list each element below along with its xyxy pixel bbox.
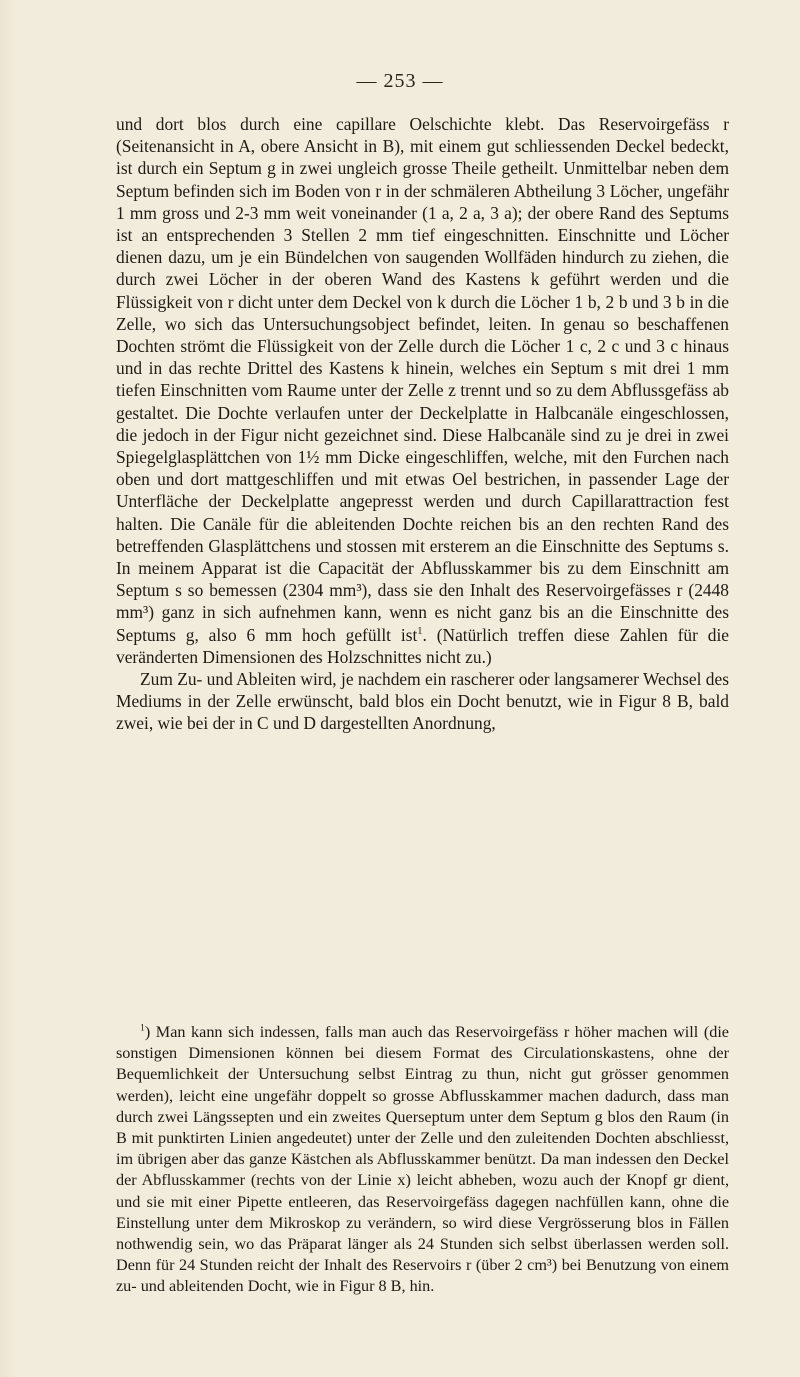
paragraph-2: Zum Zu- und Ableiten wird, je nachdem ein rascherer oder langsamerer Wechsel des Mediums in der Zelle erwünscht, bald blos ein Docht benutzt, wie in Figur 8 B, bald zwei, wie bei der in C und D dargestellten Anordnung, (116, 669, 729, 734)
main-text (116, 113, 729, 735)
footnote (116, 1022, 729, 1298)
page-number-header: — 253 — (356, 70, 444, 92)
paragraph-1-tail: . (Natürlich treffen diese Zahlen für die veränderten Dimensionen des Holzschnittes nicht zu.) (116, 624, 729, 667)
footnote-reference: 1 (417, 625, 423, 637)
paragraph-1 (116, 113, 729, 668)
footnote-mark: 1 (140, 1022, 145, 1034)
paragraph-1-text: und dort blos durch eine capillare Oelschichte klebt. Das Reservoirgefäss r (Seitenansicht in A, obere Ansicht in B), mit einem gut schliessenden Deckel bedeckt, ist durch ein Septum g in zwei ungleich grosse Theile getheilt. Unmittelbar neben dem Septum befinden sich im Boden von r in der schmäleren Abtheilung 3 Löcher, ungefähr 1 mm gross und 2-3 mm weit voneinander (1 a, 2 a, 3 a); der obere Rand des Septums ist an entsprechenden 3 Stellen 2 mm tief eingeschnitten. Einschnitte und Löcher dienen dazu, um je ein Bündelchen von saugenden Wollfäden hindurch zu ziehen, die durch zwei Löcher in der oberen Wand des Kastens k geführt werden und die Flüssigkeit von r dicht unter dem Deckel von k durch die Löcher 1 b, 2 b und 3 b in die Zelle, wo sich das Untersuchungsobject befindet, leiten. In genau so beschaffenen Dochten strömt die Flüssigkeit von der Zelle durch die Löcher 1 c, 2 c und 3 c hinaus und in das rechte Drittel des Kastens k hinein, welches ein Septum s mit drei 1 mm tiefen Einschnitten vom Raume unter der Zelle z trennt und so zu dem Abflussgefäss ab gestaltet. Die Dochte verlaufen unter der Deckelplatte in Halbcanäle eingeschlossen, die jedoch in der Figur nicht gezeichnet sind. Diese Halbcanäle sind zu je drei in zwei Spiegelglasplättchen von 1½ mm Dicke eingeschliffen, welche, mit den Furchen nach oben und dort mattgeschliffen und mit etwas Oel bestrichen, in passender Lage der Unterfläche der Deckelplatte angepresst werden und durch Capillarattraction fest halten. Die Canäle für die ableitenden Dochte reichen bis an den rechten Rand des betreffenden Glasplättchens und stossen mit ersterem an die Einschnitte des Septums s. In meinem Apparat ist die Capacität der Abflusskammer bis zu dem Einschnitt am Septum s so bemessen (2304 mm³), dass sie den Inhalt des Reservoirgefässes r (2448 mm³) ganz in sich aufnehmen kann, wenn es nicht ganz bis an die Einschnitte des Septums g, also 6 mm hoch gefüllt ist (116, 114, 729, 645)
footnote-text (116, 1022, 729, 1298)
footnote-body: ) Man kann sich indessen, falls man auch das Reservoirgefäss r höher machen will (die sonstigen Dimensionen können bei diesem Format des Circulationskastens, ohne der Bequemlichkeit der Untersuchung selbst Eintrag zu thun, nicht gut grösser genommen werden), leicht eine ungefähr doppelt so grosse Abflusskammer machen dadurch, dass man durch zwei Längssepten und ein zweites Querseptum unter dem Septum g blos den Raum (in B mit punktirten Linien angedeutet) unter der Zelle und den zuleitenden Dochten abschliesst, im übrigen aber das ganze Kästchen als Abflusskammer benützt. Da man indessen den Deckel der Abflusskammer (rechts von der Linie x) leicht abheben, wozu auch der Knopf gr dient, und sie mit einer Pipette entleeren, das Reservoirgefäss dagegen nachfüllen kann, ohne die Einstellung unter dem Mikroskop zu verändern, so wird diese Vergrösserung blos in Fällen nothwendig sein, wo das Präparat länger als 24 Stunden sich selbst überlassen werden soll. Denn für 24 Stunden reicht der Inhalt des Reservoirs r (über 2 cm³) bei Benutzung von einem zu- und ableitenden Docht, wie in Figur 8 B, hin. (116, 1023, 729, 1296)
